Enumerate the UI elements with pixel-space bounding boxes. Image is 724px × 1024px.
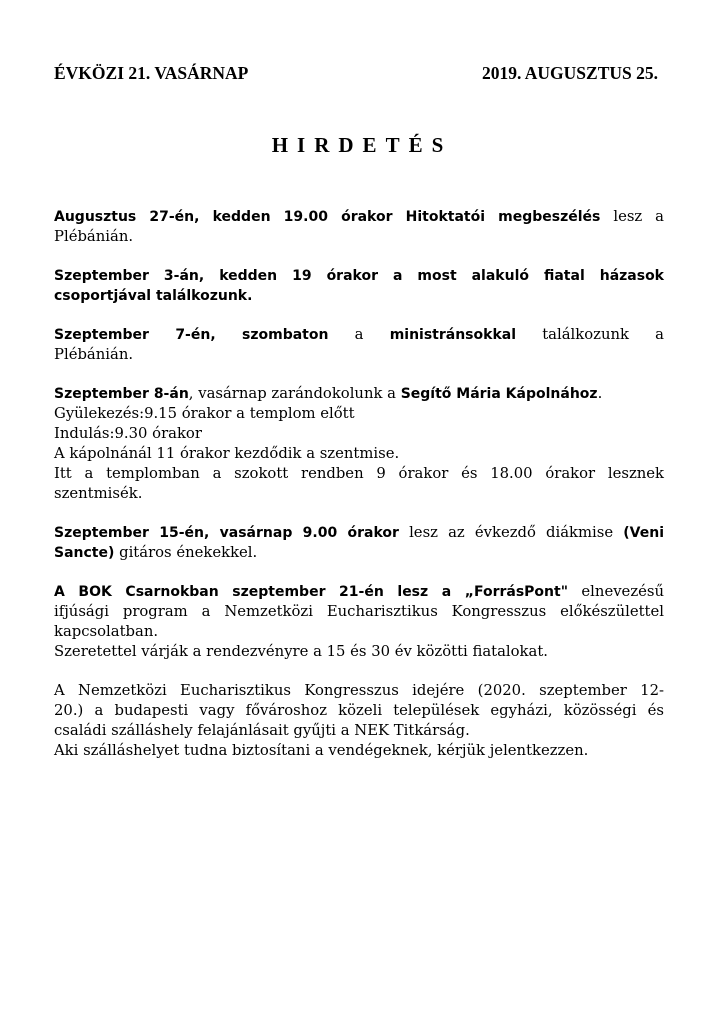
announcement-5: Szeptember 15-én, vasárnap 9.00 órakor lesz az évkezdő diákmise (Veni Sancte) gitáros énekekkel. — [54, 524, 664, 561]
announcement-2: Szeptember 3-án, kedden 19 órakor a most alakuló fiatal házasok csoportjával találkozunk. — [54, 268, 664, 304]
announcement-4: Szeptember 8-án, vasárnap zarándokolunk a Segítő Mária Kápolnához. Gyülekezés:9.15 órakor a templom előtt Indulás:9.30 órakor A kápolnánál 11 órakor kezdődik a szentmise. Itt a templomban a szokott rendben 9 órakor és 18.00 órakor lesznek szentmisék. — [54, 385, 664, 502]
announcement-7: A Nemzetközi Eucharisztikus Kongresszus idejére (2020. szeptember 12- 20.) a budapesti vagy fővároshoz közeli települések egyházi, közösségi és családi szálláshely felajánlásait gyűjti a NEK Titkárság. Aki szálláshelyet tudna biztosítani a vendégeknek, kérjük jelentkezzen. — [54, 682, 664, 759]
document-header — [54, 63, 658, 84]
announcements — [54, 207, 664, 780]
schedule-row-departure: Indulás:9.30 órakor — [54, 425, 202, 442]
liturgical-day: ÉVKÖZI 21. VASÁRNAP — [54, 63, 249, 83]
page-title: HIRDETÉS — [271, 133, 453, 157]
announcement-3: Szeptember 7-én, szombaton a ministránsokkal találkozunk a Plébánián. — [54, 326, 664, 363]
announcement-6: A BOK Csarnokban szeptember 21-én lesz a „ForrásPont" elnevezésű ifjúsági program a Nemzetközi Eucharisztikus Kongresszus előkészülettel kapcsolatban. Szeretettel várják a rendezvényre a 15 és 30 év közötti fiatalokat. — [54, 583, 664, 660]
document-date: 2019. AUGUSZTUS 25. — [481, 63, 658, 83]
schedule-row-gathering: Gyülekezés:9.15 órakor a templom előtt — [54, 405, 355, 422]
announcement-1: Augusztus 27-én, kedden 19.00 órakor Hitoktatói megbeszélés lesz a Plébánián. — [54, 208, 664, 245]
